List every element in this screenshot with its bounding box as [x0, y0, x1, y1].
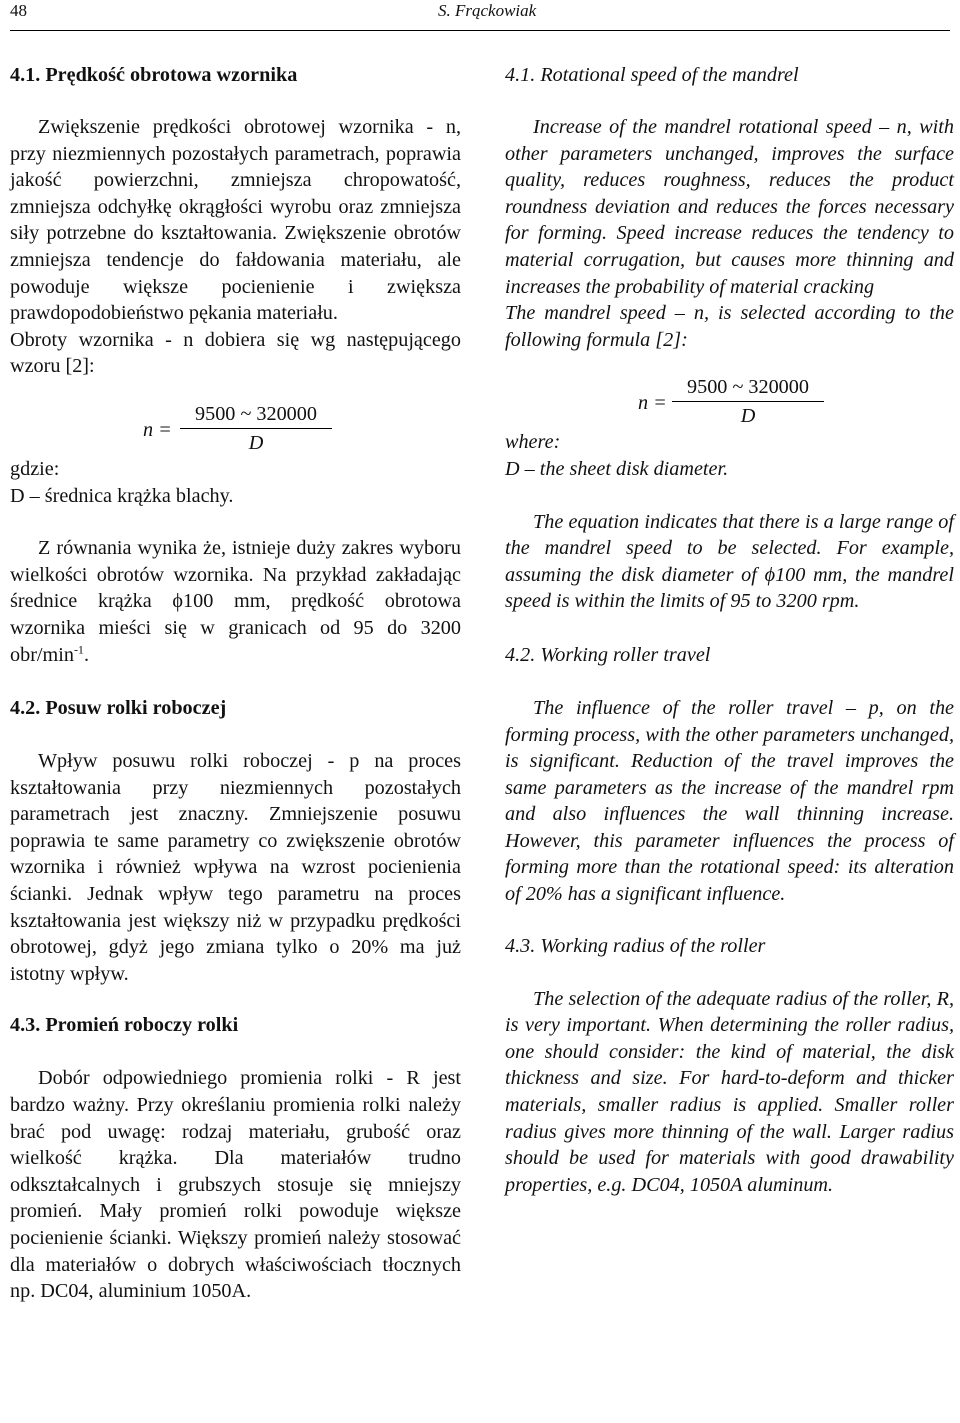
unit-exponent: -1 [73, 641, 84, 656]
section-heading-4-2-pl: 4.2. Posuw rolki roboczej [10, 697, 227, 720]
paragraph-en-rotational-speed: Increase of the mandrel rotational speed – n, with other parameters unchanged, improves the surface quality, reduces roughness, reduces the product roundness deviation and reduces the forces necessary for forming. Speed increase reduces the tendency to material corrugation, but causes more thinning and increases the probability of material cracking [505, 116, 954, 298]
formula-fraction [672, 375, 824, 428]
paragraph-pl-formula-intro: Obroty wzornika - n dobiera się wg następującego wzoru [2]: [10, 328, 461, 378]
english-column [505, 62, 954, 1198]
where-definition-en: D – the sheet disk diameter. [505, 457, 729, 480]
where-label-pl: gdzie: [10, 457, 60, 480]
paragraph-pl-roller-travel: Wpływ posuwu rolki roboczej - p na proces kształtowania przy niezmiennych pozostałych parametrach jest znaczny. Zmniejszenie posuwu poprawia te same parametry co zwiększenie obrotów wzornika i również wpływa na wzrost pocienienia ścianki. Jednak wpływ tego parametru na proces kształtowania jest większy niż w przypadku prędkości obrotowej, gdyż jego zmiana tylko o 20% ma już istotny wpływ. [10, 750, 461, 985]
paragraph-pl-equation-range-text: Z równania wynika że, istnieje duży zakres wyboru wielkości obrotów wzornika. Na przykład zakładając średnice krążka ϕ100 mm, prędkość obrotowa wzornika mieści się w granicach od 95 do 3200 obr/min [10, 537, 461, 666]
page-number: 48 [10, 1, 27, 20]
formula-lhs: n = [143, 418, 172, 441]
formula-lhs: n = [638, 392, 667, 415]
section-heading-4-1-pl: 4.1. Prędkość obrotowa wzornika [10, 64, 298, 86]
formula-en [505, 375, 954, 435]
section-heading-4-1-en: 4.1. Rotational speed of the mandrel [505, 64, 799, 86]
paragraph-pl-rotational-speed: Zwiększenie prędkości obrotowej wzornika - n, przy niezmiennych pozostałych parametrach, poprawia jakość powierzchni, zmniejsza chropowatość, zmniejsza odchyłkę okrągłości wyrobu oraz zmniejsza siły potrzebne do kształtowania. Zwiększenie obrotów zmniejsza tendencje do fałdowania materiału, ale powoduje większe pocienienie i zwiększa prawdopodobieństwo pękania materiału. [10, 116, 461, 325]
formula-denominator: D [248, 431, 264, 454]
section-heading-4-3-en: 4.3. Working radius of the roller [505, 934, 766, 957]
formula-pl [10, 402, 461, 462]
where-definition-pl: D – średnica krążka blachy. [10, 484, 234, 507]
formula-denominator: D [740, 405, 756, 428]
formula-numerator: 9500 ~ 320000 [180, 402, 332, 429]
paragraph-en-equation-range: The equation indicates that there is a large range of the mandrel speed to be selected. For example, assuming the disk diameter of ϕ100 mm, the mandrel speed is within the limits of 95 to 3200 rpm. [505, 510, 954, 613]
section-heading-4-2-en: 4.2. Working roller travel [505, 643, 711, 666]
page-header [10, 0, 950, 31]
paragraph-en-roller-radius: The selection of the adequate radius of the roller, R, is very important. When determining the roller radius, one should consider: the kind of material, the disk thickness and size. For hard-to-deform and thicker materials, smaller radius is applied. Smaller roller radius gives more thinning of the wall. Larger radius should be used for materials with good drawability properties, e.g. DC04, 1050A aluminum. [505, 987, 954, 1196]
paragraph-pl-roller-radius: Dobór odpowiedniego promienia rolki - R jest bardzo ważny. Przy określaniu promienia rolki należy brać pod uwagę: rodzaj materiału, grubość oraz wielkość krążka. Dla materiałów trudno odkształcalnych i grubszych stosuje się mniejszy promień. Mały promień rolki powoduje większe pocienienie ścianki. Większy promień należy stosować dla materiałów o dobrych właściwościach tłocznych np. DC04, aluminium 1050A. [10, 1067, 461, 1303]
formula-fraction [180, 402, 332, 455]
where-label-en: where: [505, 431, 561, 454]
paragraph-pl-equation-range-end: . [83, 643, 89, 666]
paragraph-en-roller-travel: The influence of the roller travel – p, on the forming process, with the other parameters unchanged, is significant. Reduction of the travel improves the same parameters as the increase of the mandrel rpm and also influences the wall thinning increase. However, this parameter influences the process of forming more than the rotational speed: its alteration of 20% has a significant influence. [505, 696, 954, 906]
running-author: S. Frąckowiak [438, 1, 537, 20]
formula-numerator: 9500 ~ 320000 [672, 375, 824, 402]
polish-column [10, 62, 461, 1305]
paragraph-en-formula-intro: The mandrel speed – n, is selected according to the following formula [2]: [505, 302, 954, 351]
section-heading-4-3-pl: 4.3. Promień roboczy rolki [10, 1014, 239, 1037]
paragraph-pl-equation-range [10, 535, 461, 668]
